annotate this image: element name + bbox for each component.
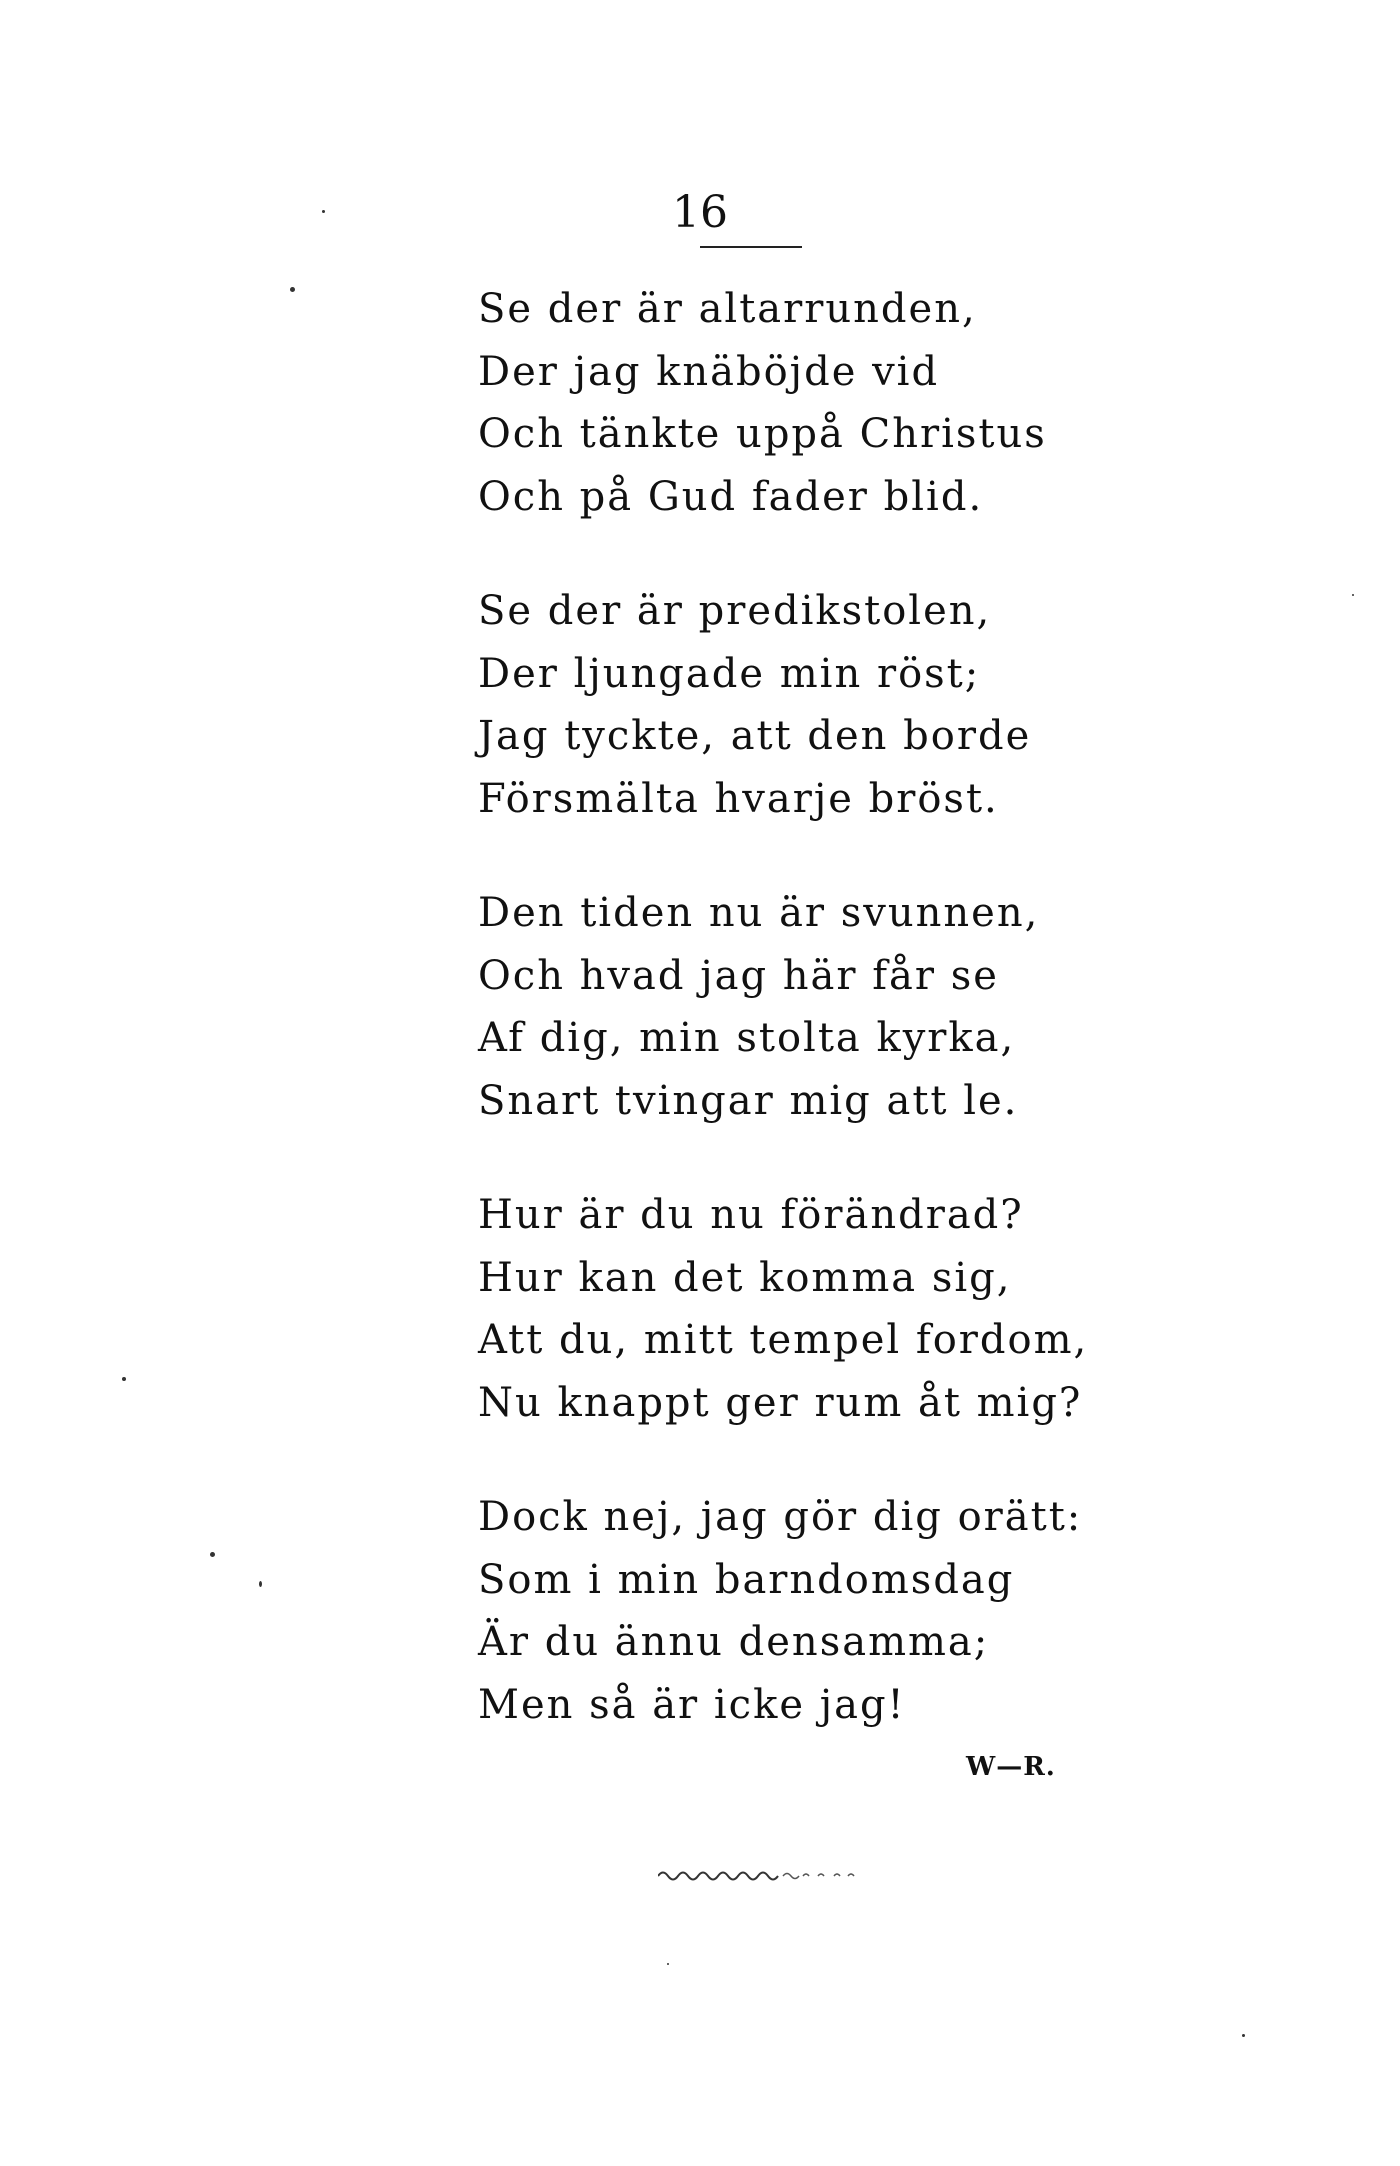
print-speck — [122, 1377, 126, 1381]
print-speck — [259, 1581, 262, 1587]
poem-line: Den tiden nu är svunnen, — [478, 890, 1040, 936]
poem-line: Se der är predikstolen, — [478, 588, 992, 634]
poem-line: Dock nej, jag gör dig orätt: — [478, 1494, 1083, 1540]
poem-line: Hur kan det komma sig, — [478, 1254, 1012, 1301]
poem-line: Snart tvingar mig att le. — [478, 1077, 1019, 1124]
print-speck — [1242, 2034, 1245, 2037]
print-speck — [290, 287, 295, 292]
stanza-1 — [478, 278, 1088, 528]
poem-line: Att du, mitt tempel fordom, — [478, 1317, 1089, 1363]
poem-line: Och hvad jag här får se — [478, 952, 999, 999]
print-speck — [322, 210, 325, 213]
poem-line: Der jag knäböjde vid — [478, 348, 940, 395]
poem-line: Jag tyckte, att den borde — [478, 713, 1032, 759]
poem — [478, 278, 1088, 1788]
author-signature: W—R. — [966, 1752, 1056, 1782]
poem-line: Och tänkte uppå Christus — [478, 411, 1047, 457]
print-speck — [210, 1552, 215, 1557]
poem-line: Är du ännu densamma; — [478, 1619, 990, 1665]
poem-line: Af dig, min stolta kyrka, — [478, 1015, 1016, 1061]
poem-line: Som i min barndomsdag — [478, 1556, 1015, 1603]
poem-line: Nu knappt ger rum åt mig? — [478, 1379, 1083, 1426]
poem-line: Se der är altarrunden, — [478, 286, 977, 332]
stanza-2 — [478, 580, 1088, 830]
print-speck — [1352, 594, 1354, 596]
poem-line: Men så är icke jag! — [478, 1681, 906, 1728]
poem-line: Och på Gud fader blid. — [478, 473, 984, 520]
page-number-rule — [700, 246, 802, 248]
wavy-ornament-divider — [658, 1866, 858, 1884]
stanza-4 — [478, 1184, 1088, 1434]
poem-line: Der ljungade min röst; — [478, 650, 981, 697]
print-speck — [667, 1963, 669, 1965]
page-number: 16 — [672, 187, 728, 238]
stanza-3 — [478, 882, 1088, 1132]
poem-line: Hur är du nu förändrad? — [478, 1192, 1024, 1238]
stanza-5 — [478, 1486, 1088, 1736]
poem-line: Försmälta hvarje bröst. — [478, 775, 999, 822]
